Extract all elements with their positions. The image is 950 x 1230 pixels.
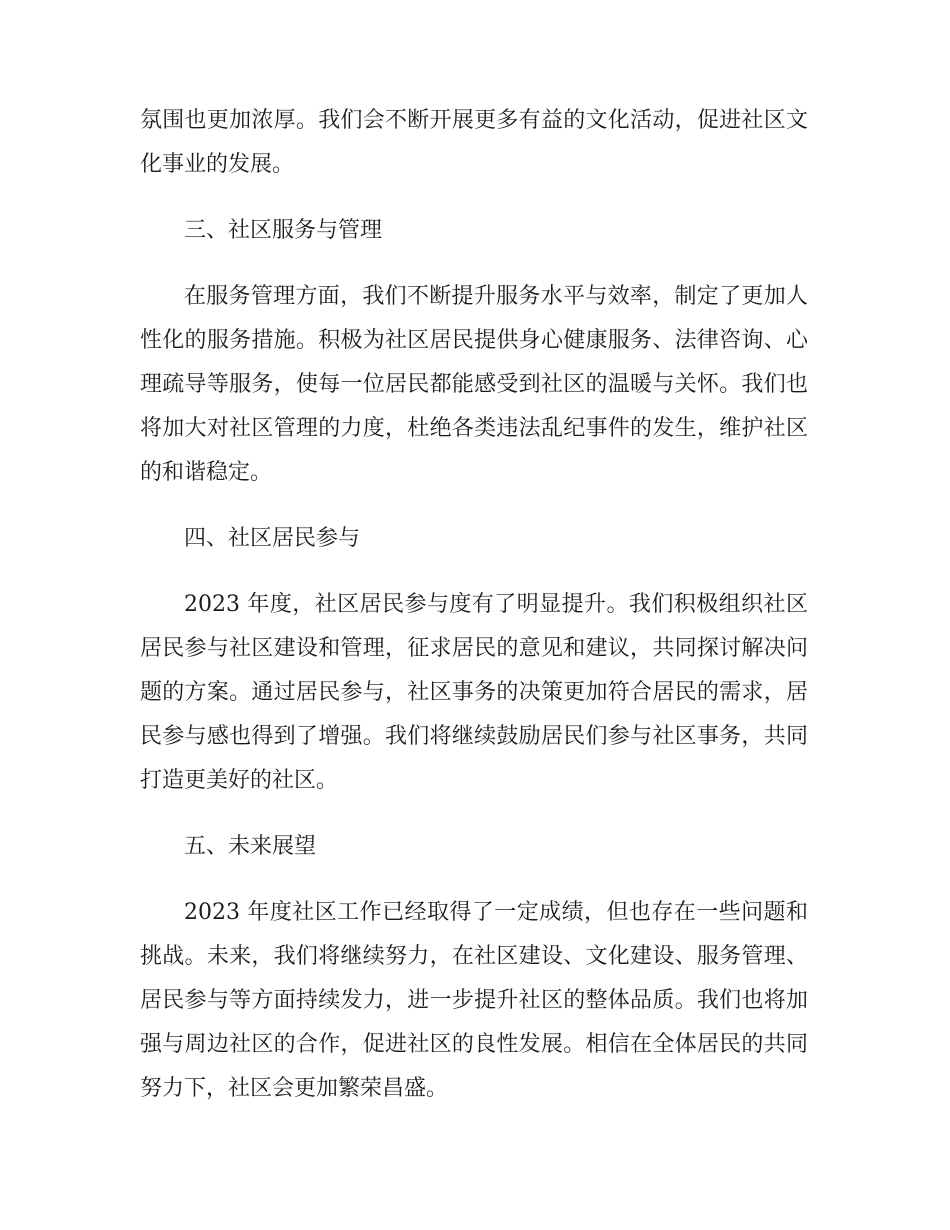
paragraph-continuation: 氛围也更加浓厚。我们会不断开展更多有益的文化活动，促进社区文化事业的发展。 [140, 108, 808, 177]
document-body [140, 99, 808, 1133]
paragraph-participation: 2023 年度，社区居民参与度有了明显提升。我们积极组织社区居民参与社区建设和管理，征求居民的意见和建议，共同探讨解决问题的方案。通过居民参与，社区事务的决策更加符合居民的需求，居民参与感也得到了增强。我们将继续鼓励居民们参与社区事务，共同打造更美好的社区。 [140, 592, 808, 793]
paragraph-outlook: 2023 年度社区工作已经取得了一定成绩，但也存在一些问题和挑战。未来，我们将继续努力，在社区建设、文化建设、服务管理、居民参与等方面持续发力，进一步提升社区的整体品质。我们也将加强与周边社区的合作，促进社区的良性发展。相信在全体居民的共同努力下，社区会更加繁荣昌盛。 [140, 900, 808, 1101]
section-heading-participation: 四、社区居民参与 [184, 526, 361, 551]
paragraph-service: 在服务管理方面，我们不断提升服务水平与效率，制定了更加人性化的服务措施。积极为社区居民提供身心健康服务、法律咨询、心理疏导等服务，使每一位居民都能感受到社区的温暖与关怀。我们也将加大对社区管理的力度，杜绝各类违法乱纪事件的发生，维护社区的和谐稳定。 [140, 284, 808, 485]
section-heading-service: 三、社区服务与管理 [184, 218, 383, 243]
section-heading-outlook: 五、未来展望 [184, 834, 317, 859]
